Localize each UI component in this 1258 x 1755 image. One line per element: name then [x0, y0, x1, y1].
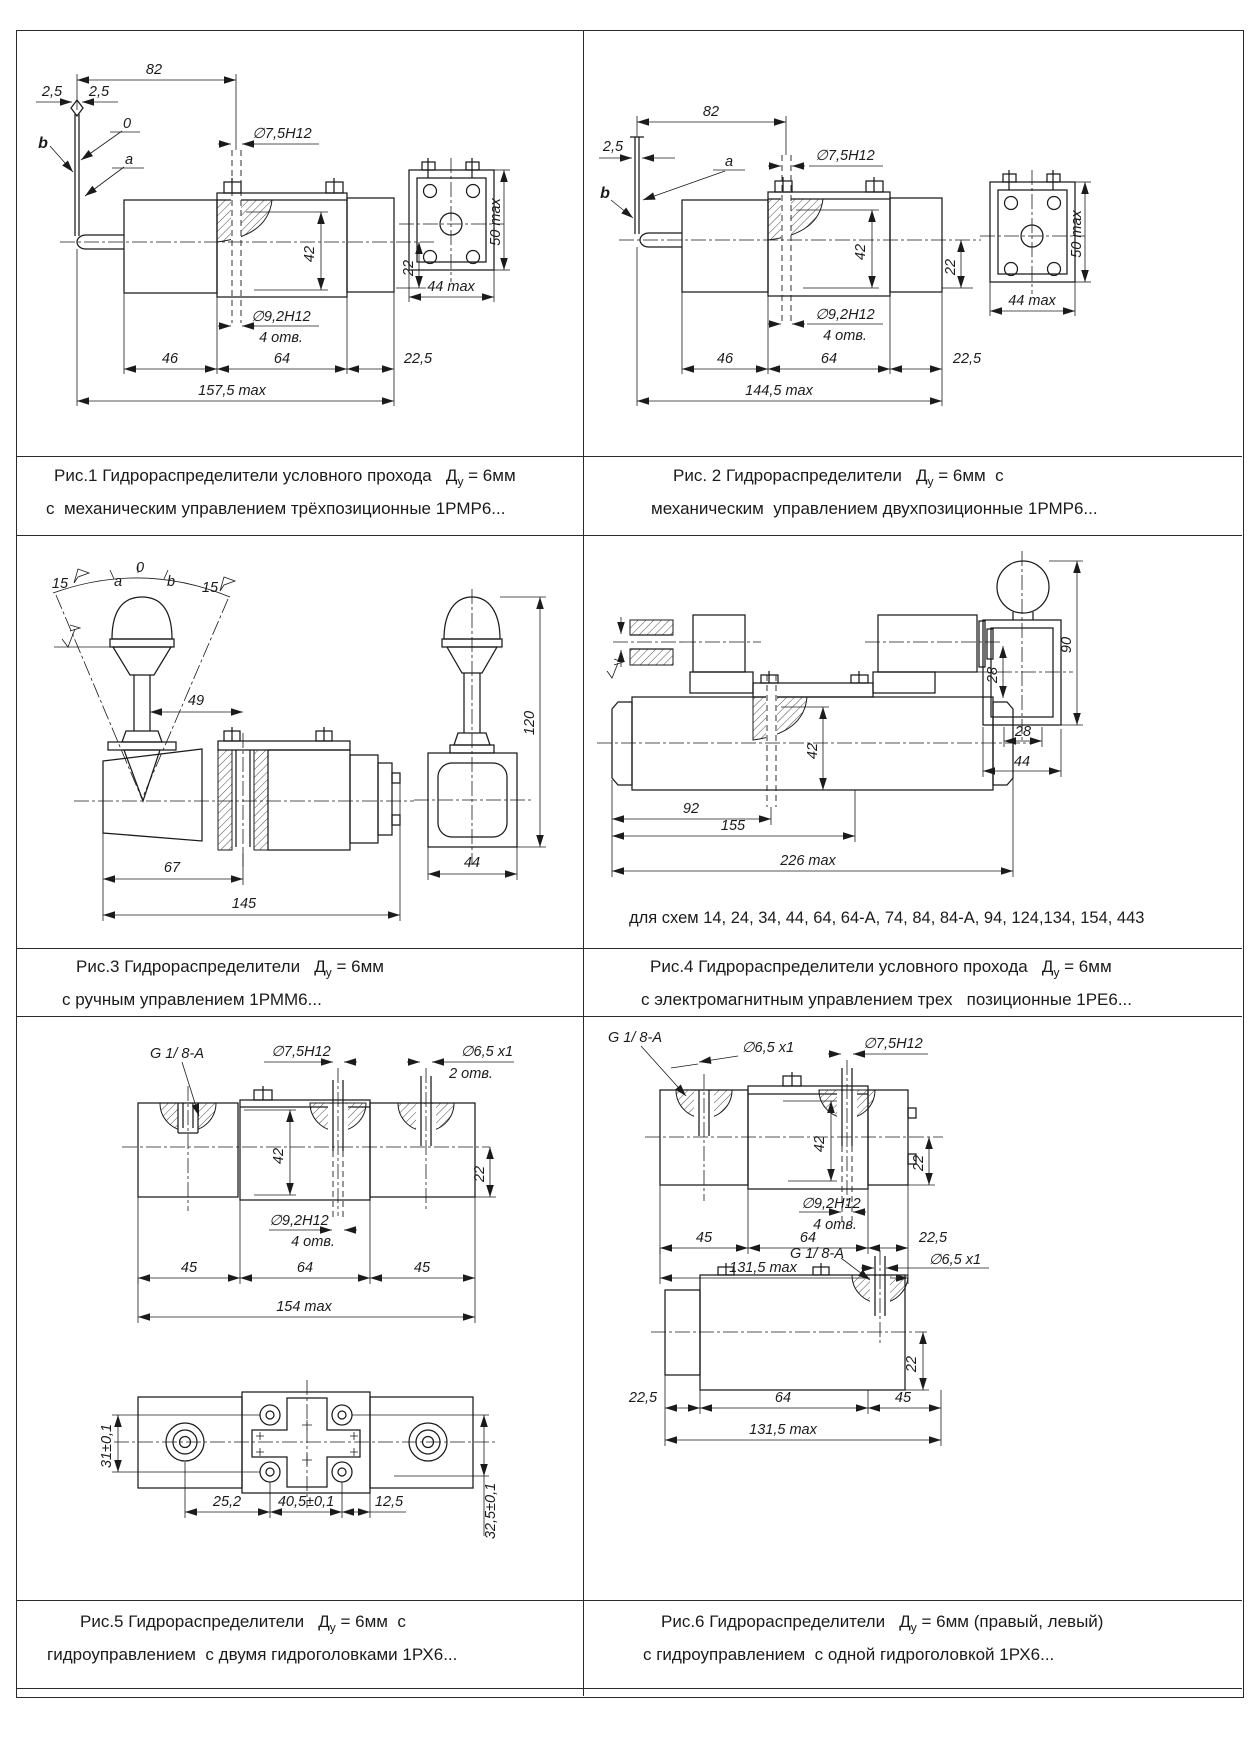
dim-hole-bottom: ∅9,2H12: [269, 1213, 329, 1229]
fig5-drawing: [14, 1016, 583, 1600]
caption-text: = 6мм (правый, левый): [916, 1612, 1104, 1631]
dim-64-bottom: 64: [774, 1390, 792, 1406]
fig1-valve-body: [71, 100, 394, 297]
fig6-top-dimension-lines: [641, 1046, 935, 1284]
fig1-caption: [14, 462, 583, 534]
caption-line: механическим управлением двухпозиционные 1РМР6...: [651, 499, 1098, 519]
dim-131-5-max-bottom: 131,5 max: [749, 1422, 817, 1438]
fig2-caption: [583, 462, 1244, 534]
fig2-valve-body: [630, 137, 942, 296]
caption-subscript: у: [457, 474, 464, 489]
caption-line: [661, 1608, 1244, 1641]
fig6-caption: [583, 1608, 1244, 1684]
caption-text: Рис.1 Гидрораспределители условного прохода Д: [54, 466, 458, 485]
fig6-bottom-view-body: [665, 1256, 908, 1390]
dim-hole-top: ∅7,5H12: [271, 1044, 331, 1060]
dim-64-top: 64: [799, 1230, 817, 1246]
caption-line: гидроуправлением с двумя гидроголовками 1РХ6...: [47, 1645, 458, 1665]
fig3-side-view: [428, 597, 517, 847]
dim-25-2: 25,2: [212, 1494, 242, 1510]
dim-6-5: ∅6,5 x1: [460, 1044, 514, 1060]
dim-hole-top: ∅7,5H12: [252, 126, 312, 142]
dim-45-bottom: 45: [894, 1390, 912, 1406]
dim-hole-bottom: ∅9,2H12: [815, 307, 875, 323]
dim-22-bottom: 22: [904, 1355, 920, 1373]
dim-6-5-bottom: ∅6,5 x1: [928, 1252, 982, 1268]
label-2-holes: 2 отв.: [449, 1066, 493, 1082]
dim-40-5: 40,5±0,1: [277, 1494, 335, 1510]
dim-15-left: 15: [51, 576, 69, 592]
dim-49: 49: [187, 693, 205, 709]
label-4-holes: 4 отв.: [813, 1217, 857, 1233]
dim-2-5-left: 2,5: [41, 84, 63, 100]
dim-42: 42: [271, 1147, 287, 1165]
dim-22-top: 22: [911, 1154, 927, 1172]
fig6-bottom-dimension-lines: [665, 1258, 989, 1446]
label-a: a: [124, 152, 134, 168]
dim-22-5: 22,5: [403, 351, 433, 367]
dim-154-max: 154 max: [276, 1299, 332, 1315]
dim-44: 44: [463, 855, 481, 871]
caption-subscript: у: [1053, 965, 1060, 980]
dim-226-max: 226 max: [780, 853, 836, 869]
label-a: a: [113, 574, 123, 590]
dim-hole-bottom: ∅9,2H12: [251, 309, 311, 325]
dim-22-5-bottom: 22,5: [628, 1390, 658, 1406]
dim-44-max: 44 max: [1008, 293, 1056, 309]
dim-45-top: 45: [695, 1230, 713, 1246]
row3-caption-bottom-line: [16, 1688, 1242, 1689]
caption-text: = 6мм с: [335, 1612, 406, 1631]
dim-92: 92: [682, 801, 700, 817]
dim-2-5-right: 2,5: [88, 84, 110, 100]
caption-text: = 6мм: [331, 957, 384, 976]
fig3-drawing: [14, 535, 583, 948]
caption-line: с ручным управлением 1РММ6...: [62, 990, 322, 1010]
fig4-valve-body: [612, 671, 1013, 790]
fig6-top-view-body: [660, 1068, 916, 1189]
dim-22: 22: [472, 1165, 488, 1183]
dim-42: 42: [853, 243, 869, 261]
fig4-caption: [583, 953, 1244, 1015]
dim-22: 22: [401, 259, 417, 277]
fig5-caption: [14, 1608, 583, 1684]
caption-text: = 6мм с: [933, 466, 1004, 485]
dim-145: 145: [231, 896, 257, 912]
dim-64: 64: [820, 351, 838, 367]
row3-caption-top-line: [16, 1600, 1242, 1601]
label-4-holes: 4 отв.: [291, 1234, 335, 1250]
caption-subscript: у: [927, 474, 934, 489]
fig1-drawing: [14, 30, 583, 456]
dim-hole-bottom: ∅9,2H12: [801, 1196, 861, 1212]
caption-subscript: у: [910, 1620, 917, 1635]
label-g18-bottom: G 1/ 8-A: [790, 1246, 844, 1262]
label-a: a: [724, 154, 734, 170]
dim-12-5: 12,5: [374, 1494, 404, 1510]
fig1-centerlines: [60, 158, 504, 282]
label-b: b: [600, 185, 610, 202]
caption-subscript: у: [325, 965, 332, 980]
schemes-note: для схем 14, 24, 34, 44, 64, 64-А, 74, 84, 84-А, 94, 124,134, 154, 443: [629, 909, 1145, 927]
caption-line: [80, 1608, 583, 1641]
row2-caption-top-line: [16, 948, 1242, 949]
dim-155: 155: [720, 818, 746, 834]
label-g18-top: G 1/ 8-A: [608, 1030, 662, 1046]
caption-line: [673, 462, 1244, 495]
label-0: 0: [122, 116, 132, 132]
dim-hole-top: ∅7,5H12: [863, 1036, 923, 1052]
label-4-holes: 4 отв.: [823, 328, 867, 344]
fig5-bottom-centerlines: [114, 1380, 496, 1508]
dim-50-max: 50 max: [1069, 210, 1085, 258]
dim-90: 90: [1059, 636, 1075, 654]
dim-28-vertical: 28: [985, 666, 1001, 684]
dim-42: 42: [302, 245, 318, 263]
label-g18: G 1/ 8-A: [150, 1046, 204, 1062]
dim-67: 67: [163, 860, 181, 876]
label-4-holes: 4 отв.: [259, 330, 303, 346]
roughness-icon: [54, 625, 114, 647]
caption-subscript: у: [329, 1620, 336, 1635]
caption-text: Рис.6 Гидрораспределители Д: [661, 1612, 911, 1631]
caption-line: [54, 462, 583, 495]
dim-46: 46: [161, 351, 179, 367]
dim-50-max: 50 max: [488, 198, 504, 246]
fig4-connector-plug: [630, 620, 673, 665]
label-b: b: [166, 574, 176, 590]
fig2-drawing: [583, 30, 1244, 456]
dim-22-5-top: 22,5: [918, 1230, 948, 1246]
dim-46: 46: [716, 351, 734, 367]
caption-text: Рис. 2 Гидрораспределители Д: [673, 466, 928, 485]
dim-15-right: 15: [201, 580, 219, 596]
fig2-end-view: [990, 170, 1075, 282]
caption-text: Рис.4 Гидрораспределители условного прохода Д: [650, 957, 1054, 976]
dim-32-5: 32,5±0,1: [483, 1482, 499, 1540]
fig1-end-view: [409, 158, 494, 270]
fig5-top-dimension-lines: [138, 1062, 514, 1323]
fig6-drawing: [583, 1016, 1244, 1600]
fig3-handle: [108, 597, 176, 801]
caption-line: [650, 953, 1244, 986]
dim-6-5-top: ∅6,5 x1: [741, 1040, 795, 1056]
label-b: b: [38, 135, 48, 152]
caption-line: с гидроуправлением с одной гидроголовкой 1РХ6...: [643, 1645, 1055, 1665]
dim-82: 82: [702, 104, 720, 120]
dim-144-5-max: 144,5 max: [745, 383, 813, 399]
dim-64: 64: [296, 1260, 314, 1276]
dim-2-5: 2,5: [602, 139, 624, 155]
fig4-drawing: [583, 535, 1244, 948]
caption-text: Рис.5 Гидрораспределители Д: [80, 1612, 330, 1631]
fig4-plug-dim: [607, 617, 623, 678]
dim-22: 22: [943, 258, 959, 276]
dim-45-left: 45: [180, 1260, 198, 1276]
fig3-side-centerlines: [414, 589, 534, 865]
dim-131-5-max-top: 131,5 max: [729, 1260, 797, 1276]
dim-120: 120: [522, 710, 538, 736]
fig5-top-view-body: [138, 1076, 475, 1200]
dim-42: 42: [805, 742, 821, 760]
fig4-side-centerlines: [973, 551, 1073, 743]
caption-line: с электромагнитным управлением трех позиционные 1РЕ6...: [641, 990, 1132, 1010]
dim-31: 31±0,1: [99, 1423, 115, 1469]
fig6-top-centerlines: [645, 1060, 943, 1206]
fig5-hole-lines: [333, 1151, 343, 1221]
dim-45-right: 45: [413, 1260, 431, 1276]
dim-64: 64: [273, 351, 291, 367]
dim-44-max: 44 max: [427, 279, 475, 295]
fig5-top-centerlines: [122, 1068, 490, 1216]
dim-42: 42: [812, 1135, 828, 1153]
caption-text: = 6мм: [463, 466, 516, 485]
caption-text: = 6мм: [1059, 957, 1112, 976]
dim-157-5-max: 157,5 max: [198, 383, 266, 399]
fig5-bottom-view: [138, 1392, 473, 1493]
caption-line: с механическим управлением трёхпозиционные 1РМР6...: [46, 499, 506, 519]
caption-line: [76, 953, 583, 986]
dim-22-5: 22,5: [952, 351, 982, 367]
fig3-caption: [14, 953, 583, 1015]
caption-text: Рис.3 Гидрораспределители Д: [76, 957, 326, 976]
fig4-dimension-lines: [612, 561, 1083, 877]
fig4-solenoids: [690, 615, 993, 693]
fig2-centerlines: [619, 170, 1085, 294]
dim-hole-top: ∅7,5H12: [815, 148, 875, 164]
dim-82: 82: [145, 62, 163, 78]
dim-44: 44: [1013, 754, 1031, 770]
dim-28-horizontal: 28: [1014, 724, 1032, 740]
row1-caption-top-line: [16, 456, 1242, 457]
label-0: 0: [135, 560, 145, 576]
